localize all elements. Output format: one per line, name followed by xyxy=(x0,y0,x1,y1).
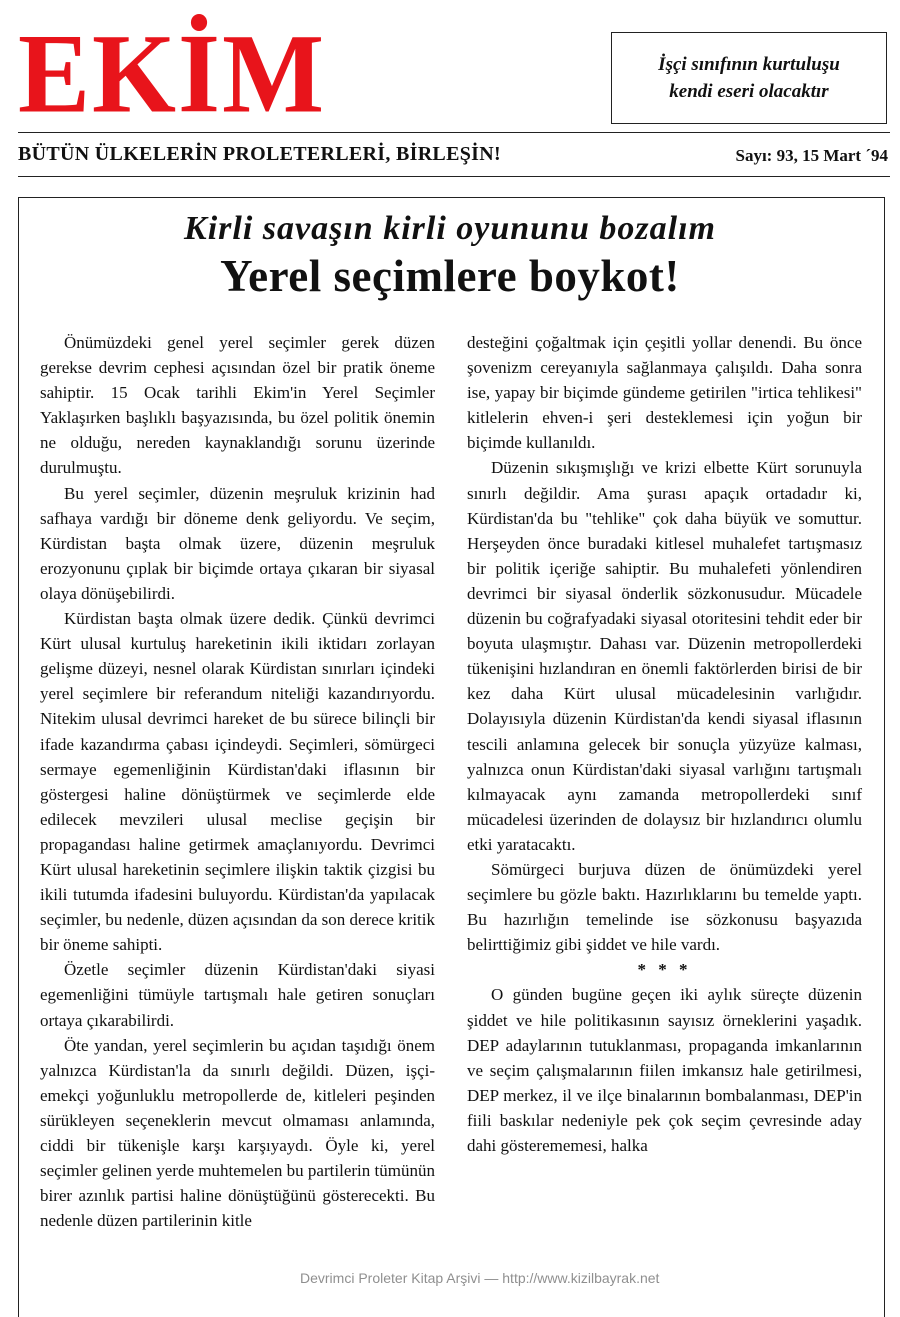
article-headline: Yerel seçimlere boykot! xyxy=(220,251,680,301)
article-kicker: Kirli savaşın kirli oyununu bozalım xyxy=(184,210,716,247)
paragraph: Önümüzdeki genel yerel seçimler gerek düzen gerekse devrim cephesi açısından özel bir pratik öneme sahiptir. 15 Ocak tarihli Ekim'in Yerel Seçimler Yaklaşırken başlıklı başyazısında, bu özel politik önemin ne olduğu, nereden kaynaklandığı sorunu üzerinde durulmuştu. xyxy=(40,333,435,478)
archive-watermark: Devrimci Proleter Kitap Arşivi — http://www.kizilbayrak.net xyxy=(300,1270,660,1286)
paragraph: Düzenin sıkışmışlığı ve krizi elbette Kürt sorunuyla sınırlı değildir. Ama şurası apaçık ortadadır ki, Kürdistan'da bu "tehlike" çok daha büyük ve somuttur. Herşeyden önce buradaki kitlesel muhalefet tartışmasız bir politik içeriğe sahiptir. Bu muhalefeti yönlendiren devrimci bir siyasal önderlik sözkonusudur. Mücadele düzenin bu coğrafyadaki siyasal otoritesini tehdit eder bir boyuta ulaşmıştır. Dahası var. Düzenin metropollerdeki tükenişini hızlandıran en önemli faktörlerden birisi de bir kez daha Kürt ulusal mücadelesinin varlığıdır. Dolayısıyla düzenin Kürdistan'da kendi siyasal iflasının tescili anlamına gelecek bir sonuçla yüzyüze kalması, yalnızca onun Kürdistan'daki siyasal varlığını tartışmalı kılmayacak aynı zamanda metropollerdeki sınıf mücadelesi üzerinden de dolaysız bir hızlandırıcı olumlu etki yaratacaktı. xyxy=(467,458,862,854)
slogan: BÜTÜN ÜLKELERİN PROLETERLERİ, BİRLEŞİN! xyxy=(18,143,501,165)
paragraph: Öte yandan, yerel seçimlerin bu açıdan taşıdığı önem yalnızca Kürdistan'la da sınırlı değildi. Düzen, işçi-emekçi yoğunluklu metropollerde de, kitleleri peşinden sürükleyen seçeneklerin mevcut olmaması anlamında, ciddi bir tükenişle karşı karşıyaydı. Öyle ki, yerel seçimler gelinen yerde muhtemelen bu partilerin tümünün birer azınlık partisi haline dönüştüğünü gösterecekti. Bu nedenle düzen partilerinin kitle xyxy=(40,1035,435,1231)
paragraph: O günden bugüne geçen iki aylık süreçte düzenin şiddet ve hile politikasının sayısız örneklerini yaşadık. DEP adaylarının tutuklanması, propaganda imkanlarının ve seçim çalışmalarının fiilen imkansız hale getirilmesi, DEP merkez, il ve ilçe binalarının bombalanması, DEP'in fiili baskılar nedeniyle pek çok seçim çevresinde aday dahi gösterememesi, halka xyxy=(467,985,862,1155)
motto-box xyxy=(611,32,887,124)
issue-info: Sayı: 93, 15 Mart ´94 xyxy=(735,146,888,165)
motto-line-2: kendi eseri olacaktır xyxy=(669,81,829,102)
paragraph: Kürdistan başta olmak üzere dedik. Çünkü devrimci Kürt ulusal kurtuluş hareketinin ikili iktidarı zorlayan gelişme düzeyi, nesnel olarak Kürdistan sınırları içindeki yerel seçimlere bir referandum niteliği kazandırıyordu. Nitekim ulusal devrimci hareket de bu sürece bilinçli bir ifade kazandırma çabası içindeydi. Seçimleri, sömürgeci sermaye egemenliğinin Kürdistan'daki iflasının bir göstergesi haline dönüştürmek ve seçimlerde elde edilecek mevzileri ulusal meclise geçişin bir propagandası haline getirmek amaçlanıyordu. Devrimci Kürt ulusal hareketinin seçimlere ilişkin taktik çizgisi bu ikili tutumda ifadesini buluyordu. Kürdistan'da yapılacak seçimler, bu nedenle, düzen açısından da son derece kritik bir öneme sahipti. xyxy=(40,609,435,955)
paragraph: Özetle seçimler düzenin Kürdistan'daki siyasi egemenliğini tümüyle tartışmalı hale getiren sonuçları ortaya çıkarabilirdi. xyxy=(40,960,435,1030)
paragraph-continued: desteğini çoğaltmak için çeşitli yollar denendi. Bu önce şovenizm cereyanıyla sağlanmaya çalışıldı. Daha sonra ise, yapay bir biçimde gündeme getirilen "irtica tehlikesi" kitlelerin ehven-i şeri desteklemesi için yoğun bir biçimde kullanıldı. xyxy=(467,333,862,453)
header-rule-bottom xyxy=(18,176,890,177)
motto-line-1: İşçi sınıfının kurtuluşu xyxy=(658,54,840,75)
article-column-right xyxy=(467,330,862,1158)
section-separator: * * * xyxy=(637,960,692,980)
paragraph: Bu yerel seçimler, düzenin meşruluk krizinin had safhaya vardığı bir döneme denk geliyordu. Ve seçim, Kürdistan başta olmak üzere, düzenin meşruluk erozyonunu çıplak bir biçimde ortaya çıkaran bir siyasal olaya dönüşebilirdi. xyxy=(40,483,435,603)
article-column-left xyxy=(40,330,435,1233)
header-rule-top xyxy=(18,132,890,133)
paragraph: Sömürgeci burjuva düzen de önümüzdeki yerel seçimlere bu gözle baktı. Hazırlıklarını bu temelde yaptı. Bu hazırlığın temelinde ise sözkonusu başyazıda belirttiğimiz gibi şiddet ve hile vardı. xyxy=(467,859,862,955)
masthead-logo: EKİM xyxy=(18,11,327,137)
